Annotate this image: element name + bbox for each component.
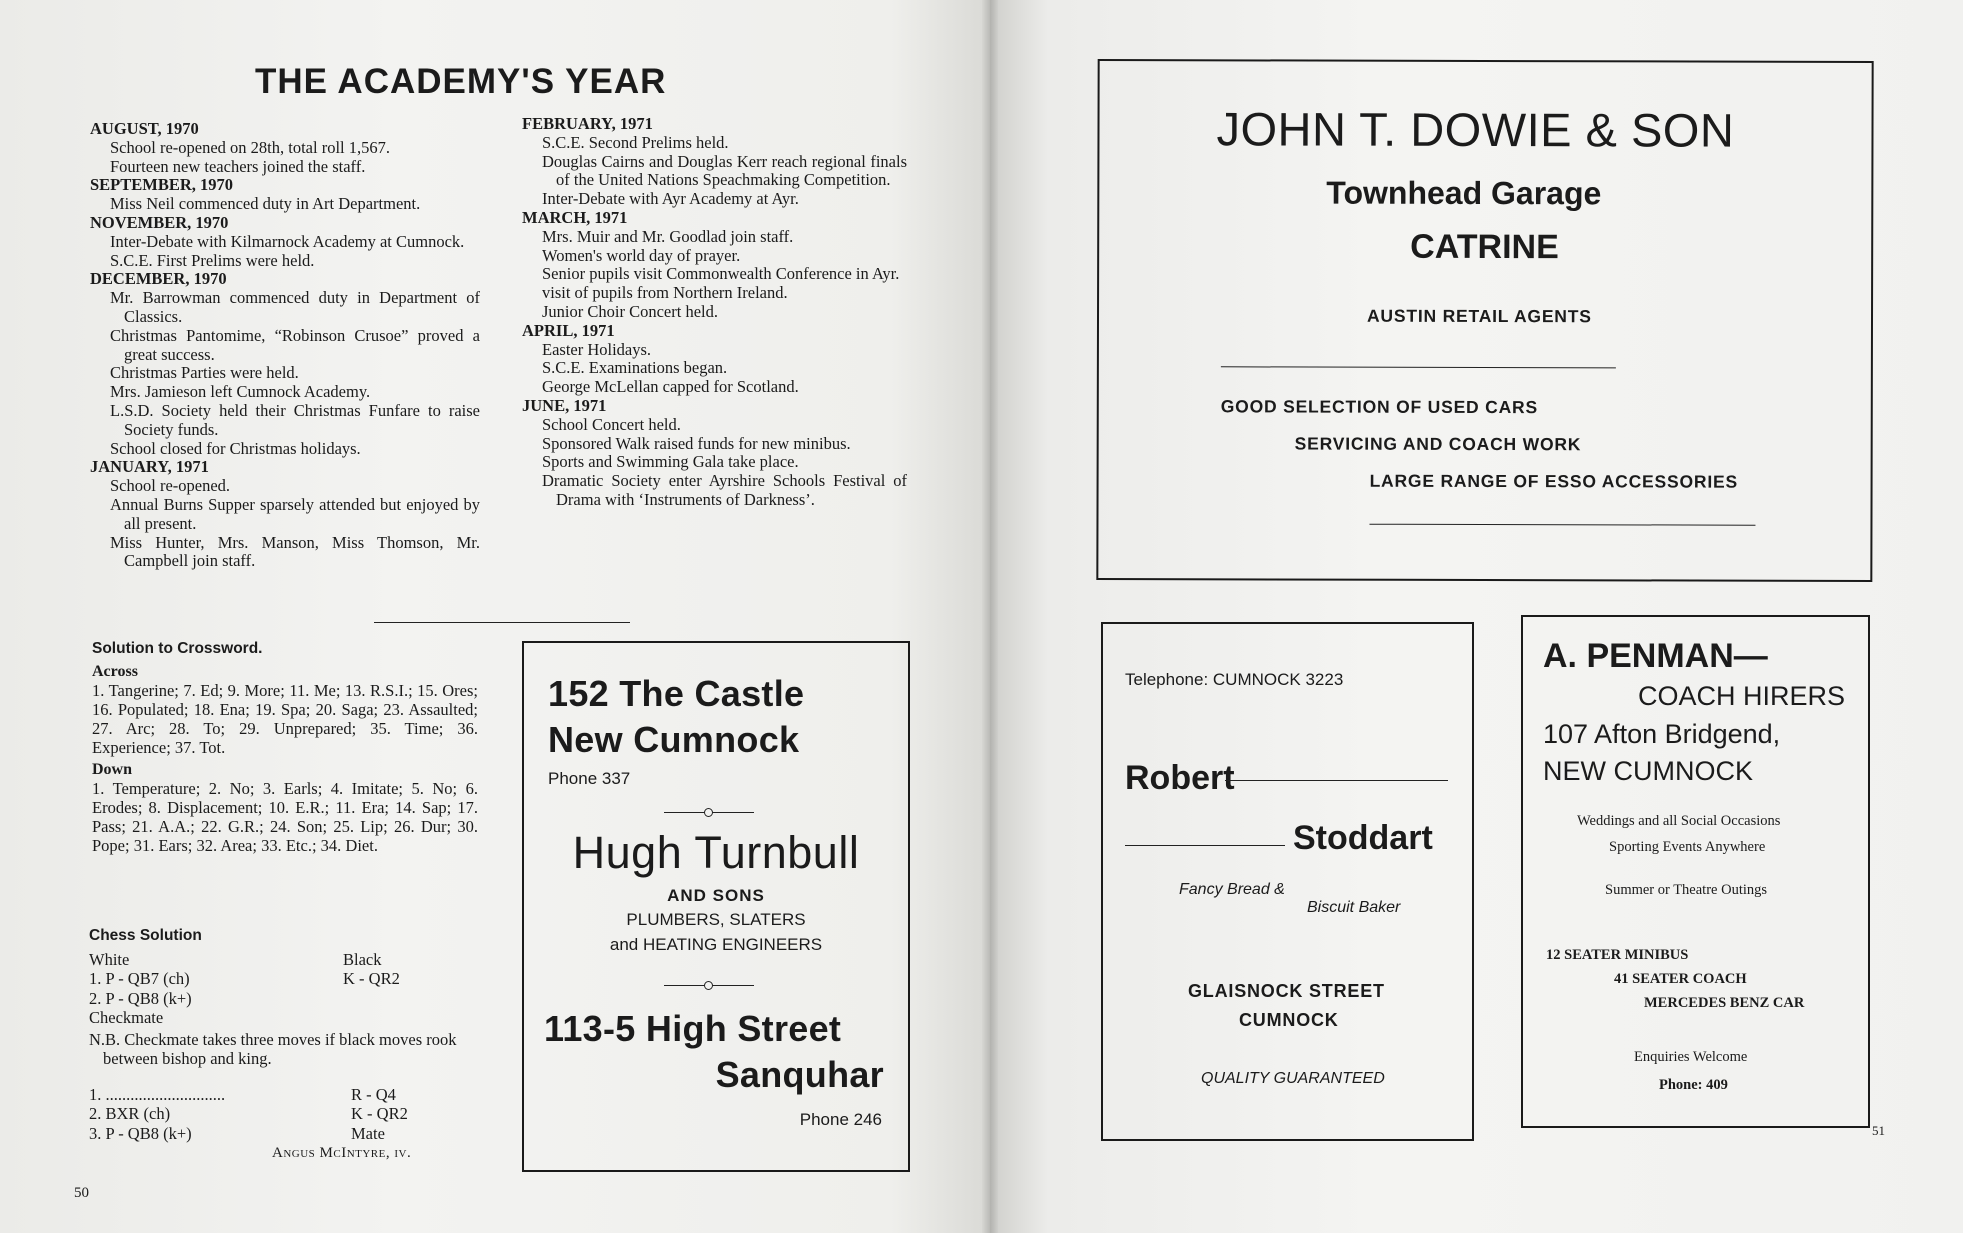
month-heading: JUNE, 1971 (522, 395, 607, 415)
diary-entry: Inter-Debate with Kilmarnock Academy at Cumnock. (110, 231, 465, 251)
advert-hugh-turnbull (522, 641, 910, 1172)
chess-heading: Chess Solution (89, 927, 202, 944)
diary-column-left (90, 120, 480, 571)
advert-service-line: GOOD SELECTION OF USED CARS (1220, 396, 1538, 418)
advert-town: CATRINE (1410, 227, 1559, 267)
month-heading: APRIL, 1971 (522, 320, 615, 340)
diary-entry: S.C.E. Second Prelims held. (542, 132, 729, 152)
across-answers: 1. Tangerine; 7. Ed; 9. More; 11. Me; 13. R.S.I.; 15. Ores; 16. Populated; 18. Ena; 19. Spa; 20. Saga; 23. Assaulted; 27. Arc; 28. To; 29. Unprepared; 35. Time; 36. Experience; 37. Tot. (92, 680, 478, 757)
month-heading: FEBRUARY, 1971 (522, 114, 653, 133)
advert-phone: Phone: 409 (1659, 1077, 1728, 1093)
advert-trade: PLUMBERS, SLATERS (626, 910, 806, 929)
advert-address-line: New Cumnock (548, 719, 800, 760)
diary-entry: Christmas Pantomime, “Robinson Crusoe” proved a great success. (110, 325, 480, 364)
move-black: R - Q4 (351, 1084, 396, 1104)
section-divider (374, 622, 630, 623)
page-number: 51 (1872, 1123, 1885, 1138)
diary-entry: Mrs. Jamieson left Cumnock Academy. (110, 382, 371, 402)
advert-and-sons: AND SONS (667, 886, 765, 905)
diary-entry: Women's world day of prayer. (542, 245, 741, 265)
advert-agents: AUSTIN RETAIL AGENTS (1366, 305, 1592, 327)
advert-first-name: Robert (1125, 759, 1235, 797)
month-heading: MARCH, 1971 (522, 207, 628, 227)
right-page (990, 0, 1963, 1233)
diary-entry: Mr. Barrowman commenced duty in Department of Classics. (110, 288, 480, 326)
diary-entry: School closed for Christmas holidays. (110, 438, 361, 458)
diary-entry: Junior Choir Concert held. (542, 301, 718, 321)
advert-trade: Biscuit Baker (1307, 899, 1401, 916)
page-number: 50 (74, 1185, 89, 1201)
advert-garage-name: Townhead Garage (1326, 174, 1602, 212)
diary-entry: Miss Neil commenced duty in Art Department. (110, 194, 421, 214)
down-heading: Down (92, 761, 133, 779)
advert-occasion: Weddings and all Social Occasions (1577, 813, 1781, 829)
month-heading: JANUARY, 1971 (90, 457, 209, 477)
advert-trade: COACH HIRERS (1638, 681, 1846, 711)
diary-entry: Douglas Cairns and Douglas Kerr reach regional finals of the United Nations Speachmaking Competition. (542, 151, 907, 190)
move-white: 1. P - QB7 (ch) (89, 969, 190, 988)
diary-entry: School Concert held. (542, 414, 681, 434)
down-answers: 1. Temperature; 2. No; 3. Earls; 4. Imitate; 5. No; 6. Erodes; 8. Displacement; 10. E.R.; 11. Era; 14. Sap; 17. Pass; 21. A.A.; 22. G.R.; 24. Son; 25. Lip; 26. Dur; 30. Pope; 31. Ears; 32. Area; 33. Etc.; 34. Diet. (92, 779, 478, 856)
diary-entry: Fourteen new teachers joined the staff. (110, 156, 366, 176)
diary-entry: Mrs. Muir and Mr. Goodlad join staff. (542, 226, 794, 246)
diary-entry: Easter Holidays. (542, 339, 652, 359)
diary-entry: Annual Burns Supper sparsely attended but enjoyed by all present. (110, 494, 480, 533)
ornament-divider (664, 981, 754, 991)
move-black: Mate (351, 1123, 385, 1143)
chess-moves (89, 950, 400, 1028)
diary-entry: School re-opened. (110, 476, 231, 496)
move-white: 2. P - QB8 (k+) (89, 988, 192, 1008)
advert-last-name: Stoddart (1293, 819, 1433, 857)
advert-service-line: SERVICING AND COACH WORK (1294, 433, 1582, 455)
advert-vehicle: 12 SEATER MINIBUS (1546, 947, 1689, 963)
diary-entry: School re-opened on 28th, total roll 1,567. (110, 137, 390, 157)
advert-trade: Fancy Bread & (1179, 881, 1285, 898)
advert-address-line: 113-5 High Street (544, 1008, 842, 1049)
diary-entry: Miss Hunter, Mrs. Manson, Miss Thomson, Mr. Campbell join staff. (110, 532, 480, 571)
diary-entry: visit of pupils from Northern Ireland. (542, 283, 788, 303)
diary-entry: Sponsored Walk raised funds for new minibus. (542, 433, 851, 453)
move-white: 2. BXR (ch) (89, 1104, 171, 1123)
advert-address-line: 152 The Castle (548, 673, 805, 714)
advert-business-name: JOHN T. DOWIE & SON (1216, 102, 1735, 157)
advert-phone: Phone 246 (799, 1110, 882, 1129)
move-white: Checkmate (89, 1008, 164, 1027)
diary-entry: George McLellan capped for Scotland. (542, 377, 799, 397)
advert-telephone: Telephone: CUMNOCK 3223 (1125, 670, 1344, 689)
move-white: 1. ............................. (89, 1084, 226, 1104)
crossword-solution (92, 640, 478, 856)
crossword-heading: Solution to Crossword. (92, 640, 263, 657)
advert-slogan: QUALITY GUARANTEED (1201, 1070, 1385, 1087)
diary-entry: S.C.E. First Prelims were held. (110, 250, 315, 270)
advert-enquiries: Enquiries Welcome (1634, 1049, 1748, 1065)
advert-vehicle: 41 SEATER COACH (1614, 971, 1747, 987)
advert-a-penman (1521, 615, 1870, 1128)
divider-line (1369, 524, 1755, 526)
advert-john-t-dowie (1096, 59, 1873, 582)
divider-line (1221, 366, 1616, 368)
month-heading: SEPTEMBER, 1970 (90, 175, 234, 195)
advert-occasion: Summer or Theatre Outings (1605, 882, 1768, 898)
move-black: K - QR2 (351, 1104, 408, 1123)
advert-robert-stoddart (1101, 622, 1474, 1141)
divider-line (1125, 845, 1285, 846)
chess-solution (89, 926, 479, 1143)
advert-address-line: Sanquhar (715, 1054, 884, 1095)
month-heading: AUGUST, 1970 (90, 119, 199, 138)
chess-alt-moves (89, 1085, 408, 1144)
advert-phone: Phone 337 (548, 769, 631, 788)
advert-address-line: NEW CUMNOCK (1543, 756, 1753, 786)
advert-service-line: LARGE RANGE OF ESSO ACCESSORIES (1369, 470, 1738, 492)
ornament-divider (664, 808, 754, 818)
chess-author: Angus McIntyre, iv. (272, 1145, 412, 1161)
diary-column-right (522, 115, 907, 510)
diary-entry: Sports and Swimming Gala take place. (542, 452, 799, 472)
book-gutter (982, 0, 998, 1233)
advert-address-line: 107 Afton Bridgend, (1543, 719, 1781, 749)
col-black: Black (343, 949, 382, 969)
across-heading: Across (92, 662, 138, 680)
advert-town: CUMNOCK (1239, 1010, 1339, 1030)
divider-line (1225, 780, 1448, 781)
diary-entry: L.S.D. Society held their Christmas Funfare to raise Society funds. (110, 400, 480, 439)
move-white: 3. P - QB8 (k+) (89, 1123, 192, 1143)
advert-vehicle: MERCEDES BENZ CAR (1644, 995, 1805, 1011)
diary-entry: Christmas Parties were held. (110, 363, 299, 383)
advert-trade: and HEATING ENGINEERS (609, 935, 823, 954)
advert-street: GLAISNOCK STREET (1188, 981, 1385, 1001)
page-title: THE ACADEMY'S YEAR (255, 62, 667, 101)
advert-occasion: Sporting Events Anywhere (1609, 839, 1766, 855)
month-heading: DECEMBER, 1970 (90, 269, 227, 289)
col-white: White (89, 949, 130, 969)
advert-business-name: Hugh Turnbull (572, 827, 860, 878)
diary-entry: Inter-Debate with Ayr Academy at Ayr. (542, 189, 799, 209)
advert-business-name: A. PENMAN— (1543, 637, 1768, 675)
diary-entry: Senior pupils visit Commonwealth Conference in Ayr. (542, 264, 900, 284)
diary-entry: Dramatic Society enter Ayrshire Schools Festival of Drama with ‘Instruments of Darkness’. (542, 471, 907, 509)
chess-note: N.B. Checkmate takes three moves if black moves rook between bishop and king. (89, 1029, 457, 1068)
month-heading: NOVEMBER, 1970 (90, 212, 229, 232)
diary-entry: S.C.E. Examinations began. (542, 358, 728, 378)
move-black: K - QR2 (343, 969, 400, 988)
